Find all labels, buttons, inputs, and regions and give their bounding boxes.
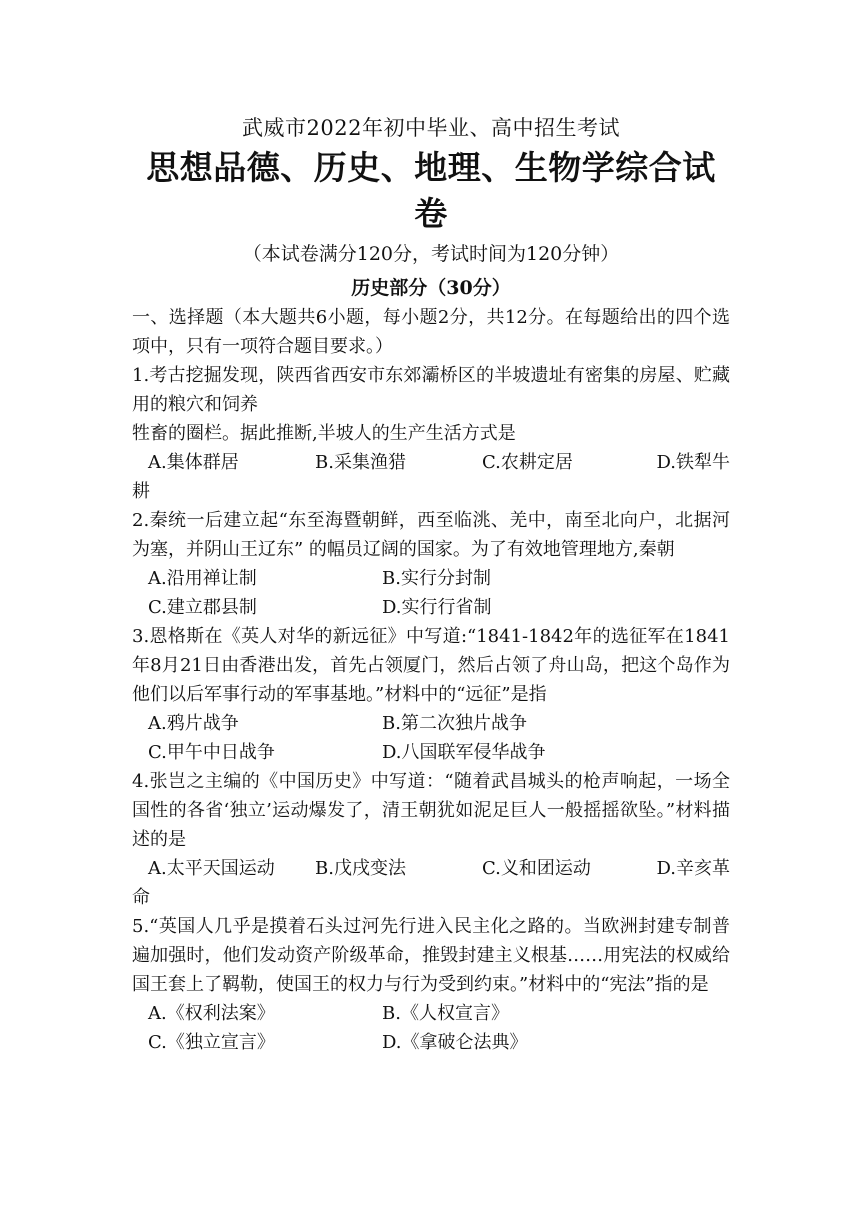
option-a: A.集体群居 [148, 452, 239, 473]
exam-subtitle: （本试卷满分120分，考试时间为120分钟） [242, 243, 620, 265]
question-stem: 2.秦统一后建立起“东至海暨朝鲜，西至临洮、羌中，南至北向户，北据河为塞，并阴山王辽东” 的幅员辽阔的国家。为了有效地管理地方,秦朝 [132, 510, 730, 560]
question-4 [132, 767, 730, 912]
section-title: 历史部分（30分） [351, 277, 511, 299]
option-c: C.甲午中日战争 [148, 742, 275, 763]
section-instructions: 一、选择题（本大题共6小题，每小题2分，共12分。在每题给出的四个选项中，只有一项符合题目要求。） [132, 307, 730, 357]
option-d-wrap: 耕 [132, 481, 150, 502]
question-stem: 3.恩格斯在《英人对华的新远征》中写道:“1841-1842年的选征军在1841年8月21日由香港出发，首先占领厦门，然后占领了舟山岛，把这个岛作为他们以后军事行动的军事基地。”材料中的“远征”是指 [132, 626, 730, 705]
option-b: B.《人权宣言》 [382, 1003, 509, 1024]
option-b: B.戊戌变法 [315, 858, 406, 879]
option-a: A.《权利法案》 [148, 1003, 275, 1024]
option-d-wrap: 命 [132, 887, 150, 908]
option-row [132, 999, 730, 1028]
option-row [132, 593, 730, 622]
option-d: D.实行行省制 [382, 597, 492, 618]
exam-header-line: 武威市2022年初中毕业、高中招生考试 [242, 116, 620, 140]
option-row [132, 709, 730, 738]
option-a: A.沿用禅让制 [148, 568, 257, 589]
question-stem: 1.考古挖掘发现，陕西省西安市东郊灞桥区的半坡遗址有密集的房屋、贮藏用的粮穴和饲养 [132, 365, 730, 415]
option-b: B.第二次独片战争 [382, 713, 527, 734]
option-d: D.铁犁牛 [656, 452, 730, 473]
option-d: D.《拿破仑法典》 [382, 1032, 528, 1053]
option-c: C.义和团运动 [482, 858, 591, 879]
option-c: C.农耕定居 [482, 452, 573, 473]
option-d: D.辛亥革 [656, 858, 730, 879]
option-d: D.八国联军侵华战争 [382, 742, 546, 763]
exam-title: 思想品德、历史、地理、生物学综合试卷 [146, 148, 716, 233]
option-c: C.《独立宣言》 [148, 1032, 275, 1053]
option-row [132, 738, 730, 767]
option-row [132, 854, 730, 883]
question-stem: 4.张岂之主编的《中国历史》中写道：“随着武昌城头的枪声响起，一场全国性的各省‘独立’运动爆发了，清王朝犹如泥足巨人一般摇摇欲坠。”材料描述的是 [132, 771, 730, 850]
option-a: A.鸦片战争 [148, 713, 239, 734]
option-b: B.实行分封制 [382, 568, 491, 589]
option-row [132, 1028, 730, 1057]
question-stem-continued: 牲畜的圈栏。据此推断,半坡人的生产生活方式是 [132, 423, 516, 444]
option-b: B.采集渔猎 [315, 452, 406, 473]
question-stem: 5.“英国人几乎是摸着石头过河先行进入民主化之路的。当欧洲封建专制普遍加强时，他们发动资产阶级革命，推毁封建主义根基……用宪法的权威给国王套上了羁勒，使国王的权力与行为受到约束。”材料中的“宪法”指的是 [132, 916, 730, 995]
option-row [132, 564, 730, 593]
question-5 [132, 912, 730, 1057]
question-3 [132, 622, 730, 767]
question-1 [132, 361, 730, 506]
option-row [132, 448, 730, 477]
question-2 [132, 506, 730, 622]
option-c: C.建立郡县制 [148, 597, 257, 618]
option-a: A.太平天国运动 [148, 858, 275, 879]
